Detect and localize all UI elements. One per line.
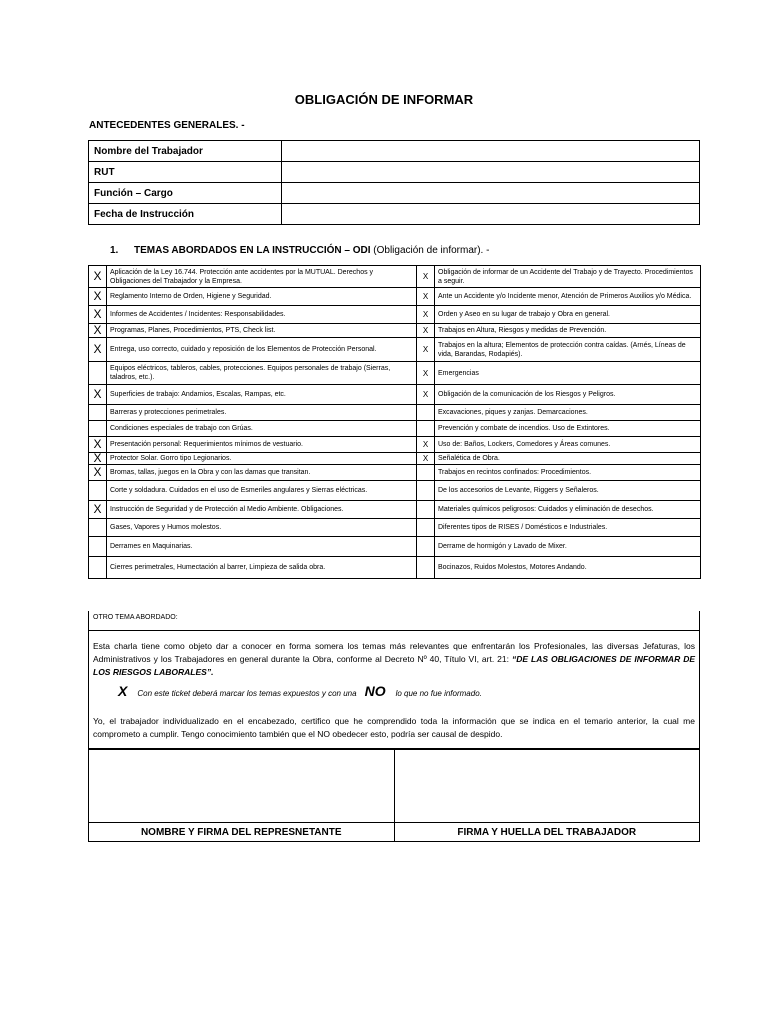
intro-text: Esta charla tiene como objeto dar a conocer en forma somera los temas más relevantes que enfrentarán los Profesionales, las diversas Jefaturas, los Administrativos y los Trabajadores en general durante la Obra, conforme al Decreto Nº 40, Título VI, art. 21: bbox=[93, 641, 695, 664]
topic-right-text: Prevención y combate de incendios. Uso de Extintores. bbox=[435, 421, 701, 437]
topic-right-text: Trabajos en recintos confinados: Procedimientos. bbox=[435, 465, 701, 481]
general-row bbox=[89, 204, 700, 225]
topic-left-text: Protector Solar. Gorro tipo Legionarios. bbox=[107, 453, 417, 465]
topic-left-text: Corte y soldadura. Cuidados en el uso de Esmeriles angulares y Sierras eléctricas. bbox=[107, 481, 417, 501]
topic-right-mark[interactable]: X bbox=[417, 306, 435, 324]
topic-row bbox=[89, 338, 701, 362]
general-value-field[interactable] bbox=[282, 141, 700, 162]
topic-left-mark[interactable] bbox=[89, 481, 107, 501]
ticket-instruction bbox=[118, 683, 482, 699]
topic-right-text: Materiales químicos peligrosos: Cuidados y eliminación de desechos. bbox=[435, 501, 701, 519]
general-label: Función – Cargo bbox=[89, 183, 282, 204]
topic-left-mark[interactable]: X bbox=[89, 338, 107, 362]
topic-right-mark[interactable] bbox=[417, 465, 435, 481]
topic-right-text: Bocinazos, Ruidos Molestos, Motores Andando. bbox=[435, 557, 701, 579]
general-label: Fecha de Instrucción bbox=[89, 204, 282, 225]
topic-right-text: Orden y Aseo en su lugar de trabajo y Obra en general. bbox=[435, 306, 701, 324]
topic-right-mark[interactable] bbox=[417, 537, 435, 557]
topic-left-text: Condiciones especiales de trabajo con Grúas. bbox=[107, 421, 417, 437]
topic-right-mark[interactable] bbox=[417, 405, 435, 421]
topic-right-text: De los accesorios de Levante, Riggers y Señaleros. bbox=[435, 481, 701, 501]
topic-right-mark[interactable]: X bbox=[417, 324, 435, 338]
general-row bbox=[89, 162, 700, 183]
intro-paragraph bbox=[93, 640, 695, 679]
topic-left-text: Entrega, uso correcto, cuidado y reposición de los Elementos de Protección Personal. bbox=[107, 338, 417, 362]
topic-left-text: Cierres perimetrales, Humectación al barrer, Limpieza de salida obra. bbox=[107, 557, 417, 579]
topic-left-mark[interactable]: X bbox=[89, 288, 107, 306]
antecedentes-heading: ANTECEDENTES GENERALES. - bbox=[89, 120, 245, 131]
topic-right-mark[interactable]: X bbox=[417, 437, 435, 453]
general-row bbox=[89, 141, 700, 162]
general-value-field[interactable] bbox=[282, 183, 700, 204]
topic-right-text: Excavaciones, piques y zanjas. Demarcaciones. bbox=[435, 405, 701, 421]
topic-row bbox=[89, 537, 701, 557]
general-label: Nombre del Trabajador bbox=[89, 141, 282, 162]
topic-right-text: Señalética de Obra. bbox=[435, 453, 701, 465]
general-value-field[interactable] bbox=[282, 204, 700, 225]
topic-left-text: Superficies de trabajo: Andamios, Escalas, Rampas, etc. bbox=[107, 385, 417, 405]
topic-row bbox=[89, 519, 701, 537]
topic-left-mark[interactable] bbox=[89, 537, 107, 557]
topic-left-mark[interactable]: X bbox=[89, 385, 107, 405]
topic-left-mark[interactable]: X bbox=[89, 465, 107, 481]
otro-tema-label: OTRO TEMA ABORDADO: bbox=[93, 614, 178, 621]
topics-table bbox=[88, 265, 701, 579]
general-info-table bbox=[88, 140, 700, 225]
topic-right-text: Obligación de la comunicación de los Riesgos y Peligros. bbox=[435, 385, 701, 405]
topic-right-text: Diferentes tipos de RISES / Domésticos e Industriales. bbox=[435, 519, 701, 537]
topic-row bbox=[89, 481, 701, 501]
topic-left-mark[interactable] bbox=[89, 405, 107, 421]
representative-signature-box[interactable] bbox=[89, 750, 395, 823]
topic-right-mark[interactable]: X bbox=[417, 362, 435, 385]
topic-row bbox=[89, 385, 701, 405]
topic-right-mark[interactable] bbox=[417, 421, 435, 437]
topic-left-mark[interactable]: X bbox=[89, 501, 107, 519]
topic-right-mark[interactable] bbox=[417, 519, 435, 537]
section-suffix: (Obligación de informar). - bbox=[370, 245, 490, 256]
certification-paragraph: Yo, el trabajador individualizado en el encabezado, certifico que he comprendido toda la información que se indica en el temario anterior, la cual me comprometo a cumplir. Tengo conocimiento también que el NO obedecer esto, podría ser causal de despido. bbox=[93, 716, 695, 739]
topic-row bbox=[89, 453, 701, 465]
topic-right-mark[interactable]: X bbox=[417, 453, 435, 465]
topic-left-mark[interactable]: X bbox=[89, 266, 107, 288]
topic-right-mark[interactable]: X bbox=[417, 338, 435, 362]
document-title: OBLIGACIÓN DE INFORMAR bbox=[294, 92, 474, 107]
topic-right-text: Emergencias bbox=[435, 362, 701, 385]
topic-row bbox=[89, 306, 701, 324]
topic-row bbox=[89, 421, 701, 437]
topic-right-text: Derrame de hormigón y Lavado de Mixer. bbox=[435, 537, 701, 557]
topic-left-text: Equipos eléctricos, tableros, cables, protecciones. Equipos personales de trabajo (Sierras, taladros, etc.). bbox=[107, 362, 417, 385]
topic-right-text: Ante un Accidente y/o Incidente menor, Atención de Primeros Auxilios y/o Médica. bbox=[435, 288, 701, 306]
topic-left-text: Presentación personal: Requerimientos mínimos de vestuario. bbox=[107, 437, 417, 453]
topic-left-mark[interactable]: X bbox=[89, 437, 107, 453]
topic-row bbox=[89, 437, 701, 453]
topic-row bbox=[89, 362, 701, 385]
topic-left-text: Barreras y protecciones perimetrales. bbox=[107, 405, 417, 421]
topic-left-mark[interactable]: X bbox=[89, 324, 107, 338]
topic-left-text: Informes de Accidentes / Incidentes: Responsabilidades. bbox=[107, 306, 417, 324]
topic-row bbox=[89, 288, 701, 306]
general-label: RUT bbox=[89, 162, 282, 183]
topic-left-text: Derrames en Maquinarias. bbox=[107, 537, 417, 557]
topic-left-mark[interactable] bbox=[89, 362, 107, 385]
topic-row bbox=[89, 266, 701, 288]
topic-left-mark[interactable]: X bbox=[89, 306, 107, 324]
topic-row bbox=[89, 501, 701, 519]
topic-left-text: Instrucción de Seguridad y de Protección al Medio Ambiente. Obligaciones. bbox=[107, 501, 417, 519]
topic-row bbox=[89, 557, 701, 579]
topic-right-mark[interactable] bbox=[417, 481, 435, 501]
worker-signature-box[interactable] bbox=[394, 750, 700, 823]
ticket-text-2: lo que no fue informado. bbox=[395, 689, 482, 698]
section-number: 1. bbox=[110, 245, 119, 256]
ticket-no-mark: NO bbox=[364, 683, 386, 699]
topic-right-text: Trabajos en Altura, Riesgos y medidas de Prevención. bbox=[435, 324, 701, 338]
general-row bbox=[89, 183, 700, 204]
topic-left-mark[interactable] bbox=[89, 421, 107, 437]
topic-right-mark[interactable] bbox=[417, 501, 435, 519]
topic-left-text: Bromas, tallas, juegos en la Obra y con las damas que transitan. bbox=[107, 465, 417, 481]
signature-table bbox=[88, 749, 700, 842]
topic-row bbox=[89, 324, 701, 338]
topic-row bbox=[89, 405, 701, 421]
topic-right-mark[interactable]: X bbox=[417, 266, 435, 288]
general-value-field[interactable] bbox=[282, 162, 700, 183]
ticket-x-mark: X bbox=[118, 683, 128, 699]
topic-right-text: Uso de: Baños, Lockers, Comedores y Áreas comunes. bbox=[435, 437, 701, 453]
topic-right-mark[interactable] bbox=[417, 557, 435, 579]
topic-left-mark[interactable]: X bbox=[89, 453, 107, 465]
section-heading bbox=[110, 245, 489, 256]
topic-right-text: Trabajos en la altura; Elementos de protección contra caídas. (Arnés, Líneas de vida, Barandas, Rodapiés). bbox=[435, 338, 701, 362]
worker-signature-label: FIRMA Y HUELLA DEL TRABAJADOR bbox=[394, 823, 700, 842]
topic-left-text: Aplicación de la Ley 16.744. Protección ante accidentes por la MUTUAL. Derechos y Obligaciones del Trabajador y la Empresa. bbox=[107, 266, 417, 288]
ticket-text-1: Con este ticket deberá marcar los temas expuestos y con una bbox=[137, 689, 357, 698]
topic-row bbox=[89, 465, 701, 481]
topics-body bbox=[89, 266, 701, 579]
intro-quote: “DE LAS OBLIGACIONES DE INFORMAR DE LOS RIESGOS LABORALES”. bbox=[93, 654, 695, 677]
topic-left-mark[interactable] bbox=[89, 519, 107, 537]
topic-right-mark[interactable]: X bbox=[417, 288, 435, 306]
section-title: TEMAS ABORDADOS EN LA INSTRUCCIÓN – ODI bbox=[134, 245, 371, 256]
topic-left-text: Programas, Planes, Procedimientos, PTS, Check list. bbox=[107, 324, 417, 338]
topic-right-text: Obligación de informar de un Accidente del Trabajo y de Trayecto. Procedimientos a seguir. bbox=[435, 266, 701, 288]
topic-left-text: Gases, Vapores y Humos molestos. bbox=[107, 519, 417, 537]
topic-left-mark[interactable] bbox=[89, 557, 107, 579]
representative-signature-label: NOMBRE Y FIRMA DEL REPRESNETANTE bbox=[89, 823, 395, 842]
topic-left-text: Reglamento Interno de Orden, Higiene y Seguridad. bbox=[107, 288, 417, 306]
topic-right-mark[interactable]: X bbox=[417, 385, 435, 405]
